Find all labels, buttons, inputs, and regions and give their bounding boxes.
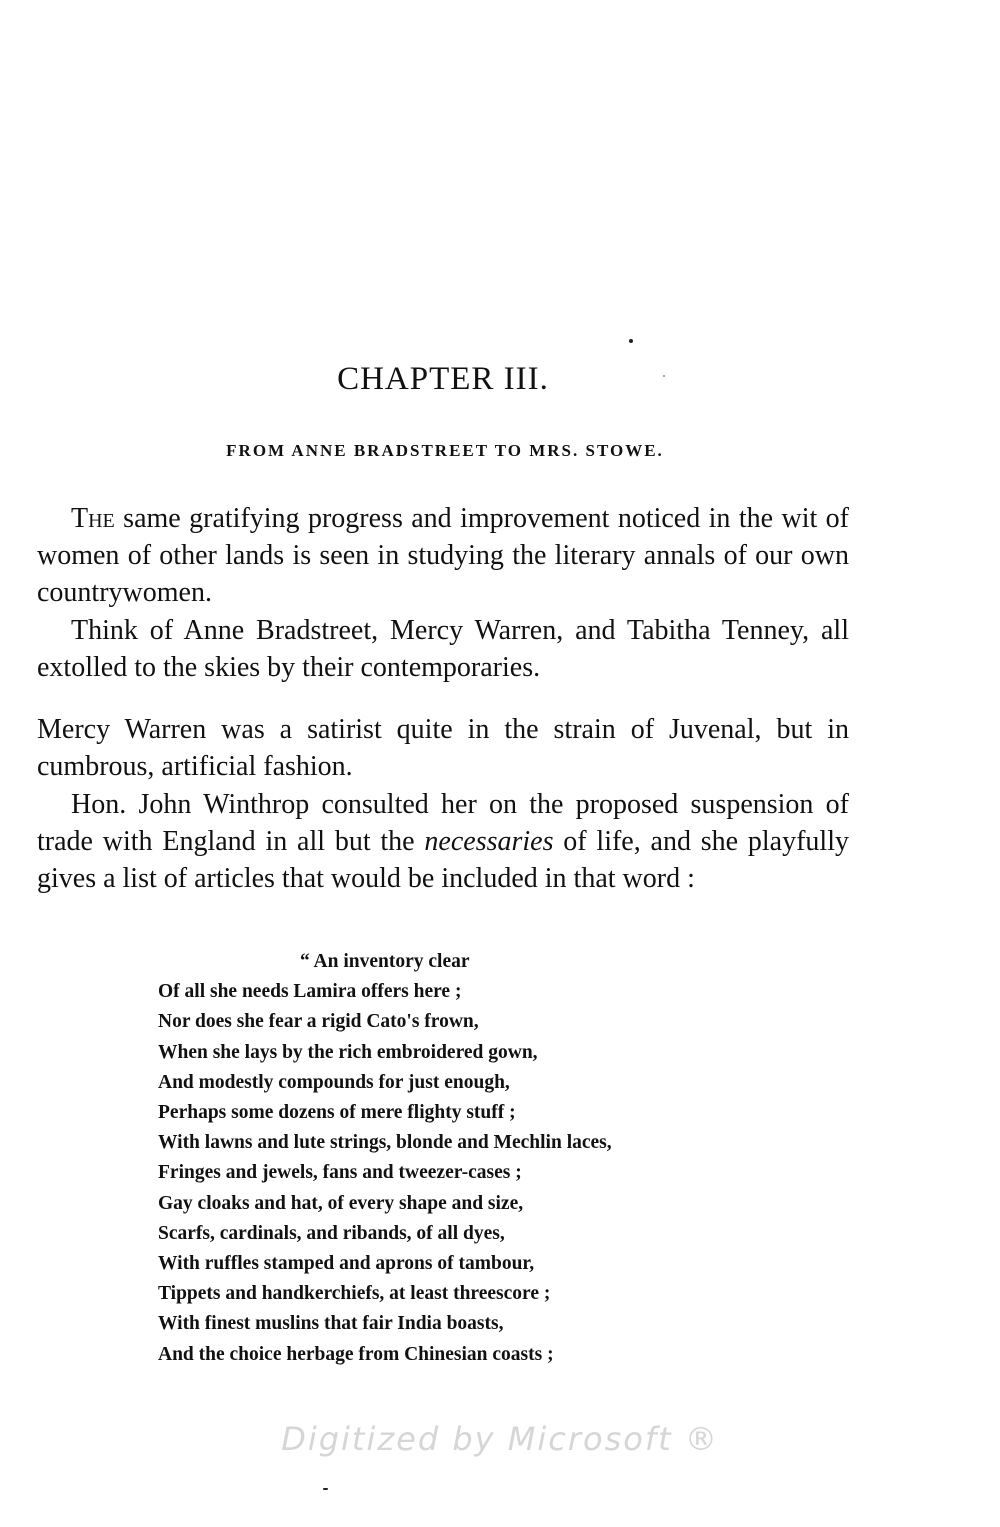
paragraph-lead-word: The bbox=[71, 503, 115, 534]
poem-line: And the choice herbage from Chinesian coasts ; bbox=[158, 1343, 554, 1365]
poem-line: When she lays by the rich embroidered gown, bbox=[158, 1041, 538, 1063]
poem-line: Fringes and jewels, fans and tweezer-cases ; bbox=[158, 1162, 522, 1184]
poem-line: Perhaps some dozens of mere flighty stuff ; bbox=[158, 1102, 516, 1124]
paragraph-3: Mercy Warren was a satirist quite in the strain of Juvenal, but in cumbrous, artificial fashion. bbox=[37, 714, 849, 782]
poem-line: With ruffles stamped and aprons of tambour, bbox=[158, 1253, 535, 1275]
poem-line: Nor does she fear a rigid Cato's frown, bbox=[158, 1011, 479, 1033]
poem-line: Gay cloaks and hat, of every shape and size, bbox=[158, 1192, 524, 1214]
poem-line: “ An inventory clear bbox=[300, 951, 470, 972]
digitization-watermark: Digitized by Microsoft ® bbox=[281, 1420, 719, 1458]
poem-line: With finest muslins that fair India boasts, bbox=[158, 1313, 504, 1335]
paragraph-1 bbox=[37, 500, 849, 611]
poem-line: Of all she needs Lamira offers here ; bbox=[158, 981, 462, 1003]
italic-term: necessaries bbox=[424, 826, 554, 857]
poem-line: And modestly compounds for just enough, bbox=[158, 1071, 510, 1093]
poem-line: Scarfs, cardinals, and ribands, of all dyes, bbox=[158, 1222, 505, 1244]
paragraph-text: same gratifying progress and improvement noticed in the wit of women of other lands is seen in studying the literary annals of our own countrywomen. bbox=[37, 503, 849, 608]
ink-speck bbox=[629, 339, 633, 343]
poem-line: With lawns and lute strings, blonde and Mechlin laces, bbox=[158, 1132, 612, 1154]
paragraph-text: Hon. John Winthrop consulted her on the proposed suspension of trade with England in all but the bbox=[37, 789, 849, 857]
paragraph-text: of life, and she playfully gives a list of articles that would be included in that word : bbox=[37, 826, 849, 894]
chapter-title: CHAPTER III. bbox=[337, 361, 549, 397]
poem-quotation bbox=[158, 947, 858, 1370]
ink-speck bbox=[323, 1488, 328, 1490]
poem-line: Tippets and handkerchiefs, at least threescore ; bbox=[158, 1283, 551, 1305]
chapter-subtitle: FROM ANNE BRADSTREET TO MRS. STOWE. bbox=[226, 441, 664, 460]
paragraph-2: Think of Anne Bradstreet, Mercy Warren, and Tabitha Tenney, all extolled to the skies by their contemporaries. bbox=[37, 615, 849, 683]
paragraph-4 bbox=[37, 786, 849, 897]
